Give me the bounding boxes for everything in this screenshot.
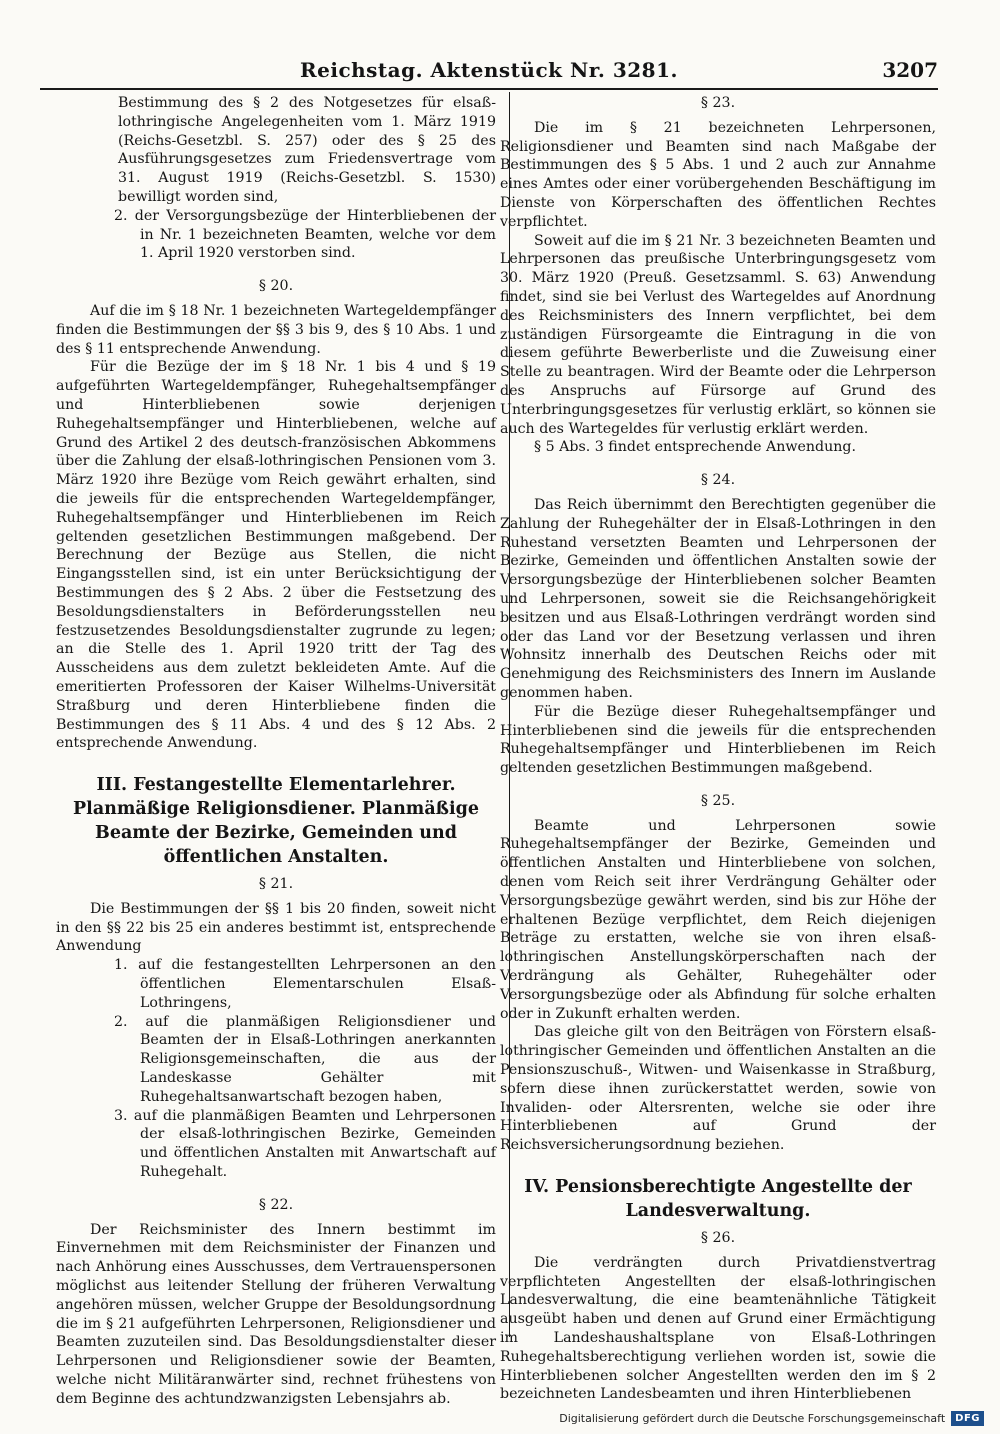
paragraph: Die Bestimmungen der §§ 1 bis 20 finden, soweit nicht in den §§ 22 bis 25 ein anderes bestimmt ist, entsprechende Anwendung [56, 900, 496, 955]
running-title: Reichstag. Aktenstück Nr. 3281. [300, 58, 678, 82]
list-item: 2. auf die planmäßigen Religionsdiener und Beamten der in Elsaß-Lothringen anerkannten Religionsgemeinschaften, die aus der Landeskasse Gehälter mit Ruhegehaltsanwartschaft bezogen haben, [114, 1013, 496, 1105]
section-heading-22: § 22. [258, 1196, 294, 1213]
paragraph: Die verdrängten durch Privatdienstvertrag verpflichteten Angestellten der elsaß-lothringischen Landesverwaltung, die eine beamtenähnliche Tätigkeit ausgeübt haben und denen auf Grund einer Ermächtigung im Landeshaushaltsplane von Elsaß-Lothringen Ruhegehaltsberechtigung verliehen worden ist, sowie die Hinterbliebenen solcher Angestellten werden den im § 2 bezeichneten Landesbeamten und ihren Hinterbliebenen [500, 1254, 936, 1403]
list-item: 2. der Versorgungsbezüge der Hinterbliebenen der in Nr. 1 bezeichneten Beamten, welche vor dem 1. April 1920 verstorben sind. [114, 207, 496, 262]
list-item: 1. auf die festangestellten Lehrpersonen an den öffentlichen Elementarschulen Elsaß-Lothringens, [114, 957, 496, 1011]
header-rule [40, 88, 938, 90]
paragraph: Die im § 21 bezeichneten Lehrpersonen, Religionsdiener und Beamten sind nach Maßgabe der Bestimmungen des § 5 Abs. 1 und 2 auch zur Annahme eines Amtes oder einer vorübergehenden Beschäftigung im Dienste von Körperschaften des öffentlichen Rechtes verpflichtet. [500, 119, 936, 230]
page-number: 3207 [882, 58, 938, 82]
paragraph: Auf die im § 18 Nr. 1 bezeichneten Wartegeldempfänger finden die Bestimmungen der §§ 3 bis 9, des § 10 Abs. 1 und des § 11 entsprechende Anwendung. [56, 302, 496, 357]
section-heading-24: § 24. [700, 472, 736, 489]
footer-credit: Digitalisierung gefördert durch die Deutsche Forschungsgemeinschaft [559, 1412, 946, 1425]
paragraph: Für die Bezüge der im § 18 Nr. 1 bis 4 und § 19 aufgeführten Wartegeldempfänger, Ruhegehaltsempfänger und Hinterbliebenen sowie derjenigen Ruhegehaltsempfänger und Hinterbliebenen, welche auf Grund des Artikel 2 des deutsch-französischen Abkommens über die Zahlung der elsaß-lothringischen Pensionen vom 3. März 1920 ihre Bezüge vom Reich gewährt erhalten, sind die jeweils für die entsprechenden Wartegeldempfänger, Ruhegehaltsempfänger und Hinterbliebenen im Reich geltenden gesetzlichen Bestimmungen maßgebend. Der Berechnung der Bezüge aus Stellen, die nicht Eingangsstellen sind, ist ein unter Berücksichtigung der Bestimmungen des § 2 Abs. 2 über die Festsetzung des Besoldungsdienstalters in Beförderungsstellen neu festzusetzendes Besoldungsdienstalter zugrunde zu legen; an die Stelle des 1. April 1920 tritt der Tag des Ausscheidens aus dem zuletzt bekleideten Amte. Auf die emeritierten Professoren der Kaiser Wilhelms-Universität Straßburg und deren Hinterbliebene finden die Bestimmungen des § 11 Abs. 4 und des § 12 Abs. 2 entsprechende Anwendung. [56, 359, 496, 752]
section-heading-23: § 23. [700, 95, 736, 111]
paragraph: Beamte und Lehrpersonen sowie Ruhegehaltsempfänger der Bezirke, Gemeinden und öffentlichen Anstalten und Hinterbliebene von solchen, denen vom Reich seit ihrer Verdrängung Gehälter oder Versorgungsbezüge gewährt werden, sind bis zur Höhe der erhaltenen Bezüge verpflichtet, dem Reich diejenigen Beträge zu erstatten, welche sie von ihren elsaß-lothringischen Anstellungskörperschaften nach der Verdrängung als Gehälter, Ruhegehälter oder Versorgungsbezüge oder als Abfindung für solche erhalten oder in Zukunft erhalten werden. [500, 817, 936, 1022]
paragraph: Das gleiche gilt von den Beiträgen von Förstern elsaß-lothringischer Gemeinden und öffentlichen Anstalten an die Pensionszuschuß-, Witwen- und Waisenkasse in Straßburg, sofern diese ihnen zurückerstattet werden, sowie von Invaliden- oder Altersrenten, welche sie oder ihre Hinterbliebenen auf Grund der Reichsversicherungsordnung beziehen. [500, 1024, 936, 1154]
paragraph: § 5 Abs. 3 findet entsprechende Anwendung. [534, 439, 856, 456]
section-heading-25: § 25. [700, 792, 736, 809]
paragraph: Für die Bezüge dieser Ruhegehaltsempfänger und Hinterbliebenen sind die jeweils für die entsprechenden Ruhegehaltsempfänger und Hinterbliebenen im Reich geltenden gesetzlichen Bestimmungen maßgebend. [500, 703, 936, 777]
part-heading-iii: III. Festangestellte Elementarlehrer. Planmäßige Religionsdiener. Planmäßige Beamte der Bezirke, Gemeinden und öffentlichen Anstalten. [73, 775, 479, 868]
left-column [56, 94, 496, 1409]
paragraph: Soweit auf die im § 21 Nr. 3 bezeichneten Beamten und Lehrpersonen das preußische Unterbringungsgesetz vom 30. März 1920 (Preuß. Gesetzsamml. S. 63) Anwendung findet, sind sie bei Verlust des Wartegeldes auf Anordnung des Reichsministers des Innern verpflichtet, bei dem zuständigen Fürsorgeamte die Eintragung in die von diesem geführte Bewerberliste und die Zuweisung einer Stelle zu beantragen. Wird der Beamte oder die Lehrperson des Anspruchs auf Fürsorge auf Grund des Unterbringungsgesetzes für verlustig erklärt, so können sie auch des Wartegeldes für verlustig erklärt werden. [500, 232, 936, 437]
part-heading-iv: IV. Pensionsberechtigte Angestellte der Landesverwaltung. [524, 1177, 912, 1222]
paragraph: Der Reichsminister des Innern bestimmt im Einvernehmen mit dem Reichsminister der Finanzen und nach Anhörung eines Ausschusses, dem Vertrauenspersonen möglichst aus leitender Stellung der früheren Verwaltung angehören müssen, welcher Gruppe der Besoldungsordnung die im § 21 aufgeführten Lehrpersonen, Religionsdiener und Beamten zuzuteilen sind. Das Besoldungsdienstalter dieser Lehrpersonen und Religionsdiener sowie der Beamten, welche nicht Militäranwärter sind, rechnet frühestens von dem Beginne des achtundzwanzigsten Lebensjahrs ab. [56, 1221, 496, 1407]
dfg-logo: DFG [951, 1411, 984, 1426]
section-heading-21: § 21. [258, 876, 294, 893]
section-heading-20: § 20. [258, 278, 294, 295]
page-header [40, 58, 938, 86]
right-column [500, 94, 936, 1404]
paragraph: Das Reich übernimmt den Berechtigten gegenüber die Zahlung der Ruhegehälter der in Elsaß-Lothringen in den Ruhestand versetzten Beamten und Lehrpersonen der Bezirke, Gemeinden und öffentlichen Anstalten sowie der Versorgungsbezüge der Hinterbliebenen solcher Beamten und Lehrpersonen, soweit sie die Reichsangehörigkeit besitzen und aus Elsaß-Lothringen verdrängt worden sind oder das Land vor der Besetzung verlassen und ihren Wohnsitz innerhalb des Deutschen Reichs oder mit Genehmigung des Reichsministers des Innern im Auslande genommen haben. [500, 496, 936, 701]
continued-paragraph: Bestimmung des § 2 des Notgesetzes für elsaß-lothringische Angelegenheiten vom 1. März 1919 (Reichs-Gesetzbl. S. 257) oder des § 25 des Ausführungsgesetzes zum Friedensvertrage vom 31. August 1919 (Reichs-Gesetzbl. S. 1530) bewilligt worden sind, [118, 95, 496, 205]
list-item: 3. auf die planmäßigen Beamten und Lehrpersonen der elsaß-lothringischen Bezirke, Gemeinden und öffentlichen Anstalten mit Anwartschaft auf Ruhegehalt. [114, 1107, 496, 1181]
section-heading-26: § 26. [700, 1230, 736, 1247]
digitization-footer [559, 1411, 984, 1426]
